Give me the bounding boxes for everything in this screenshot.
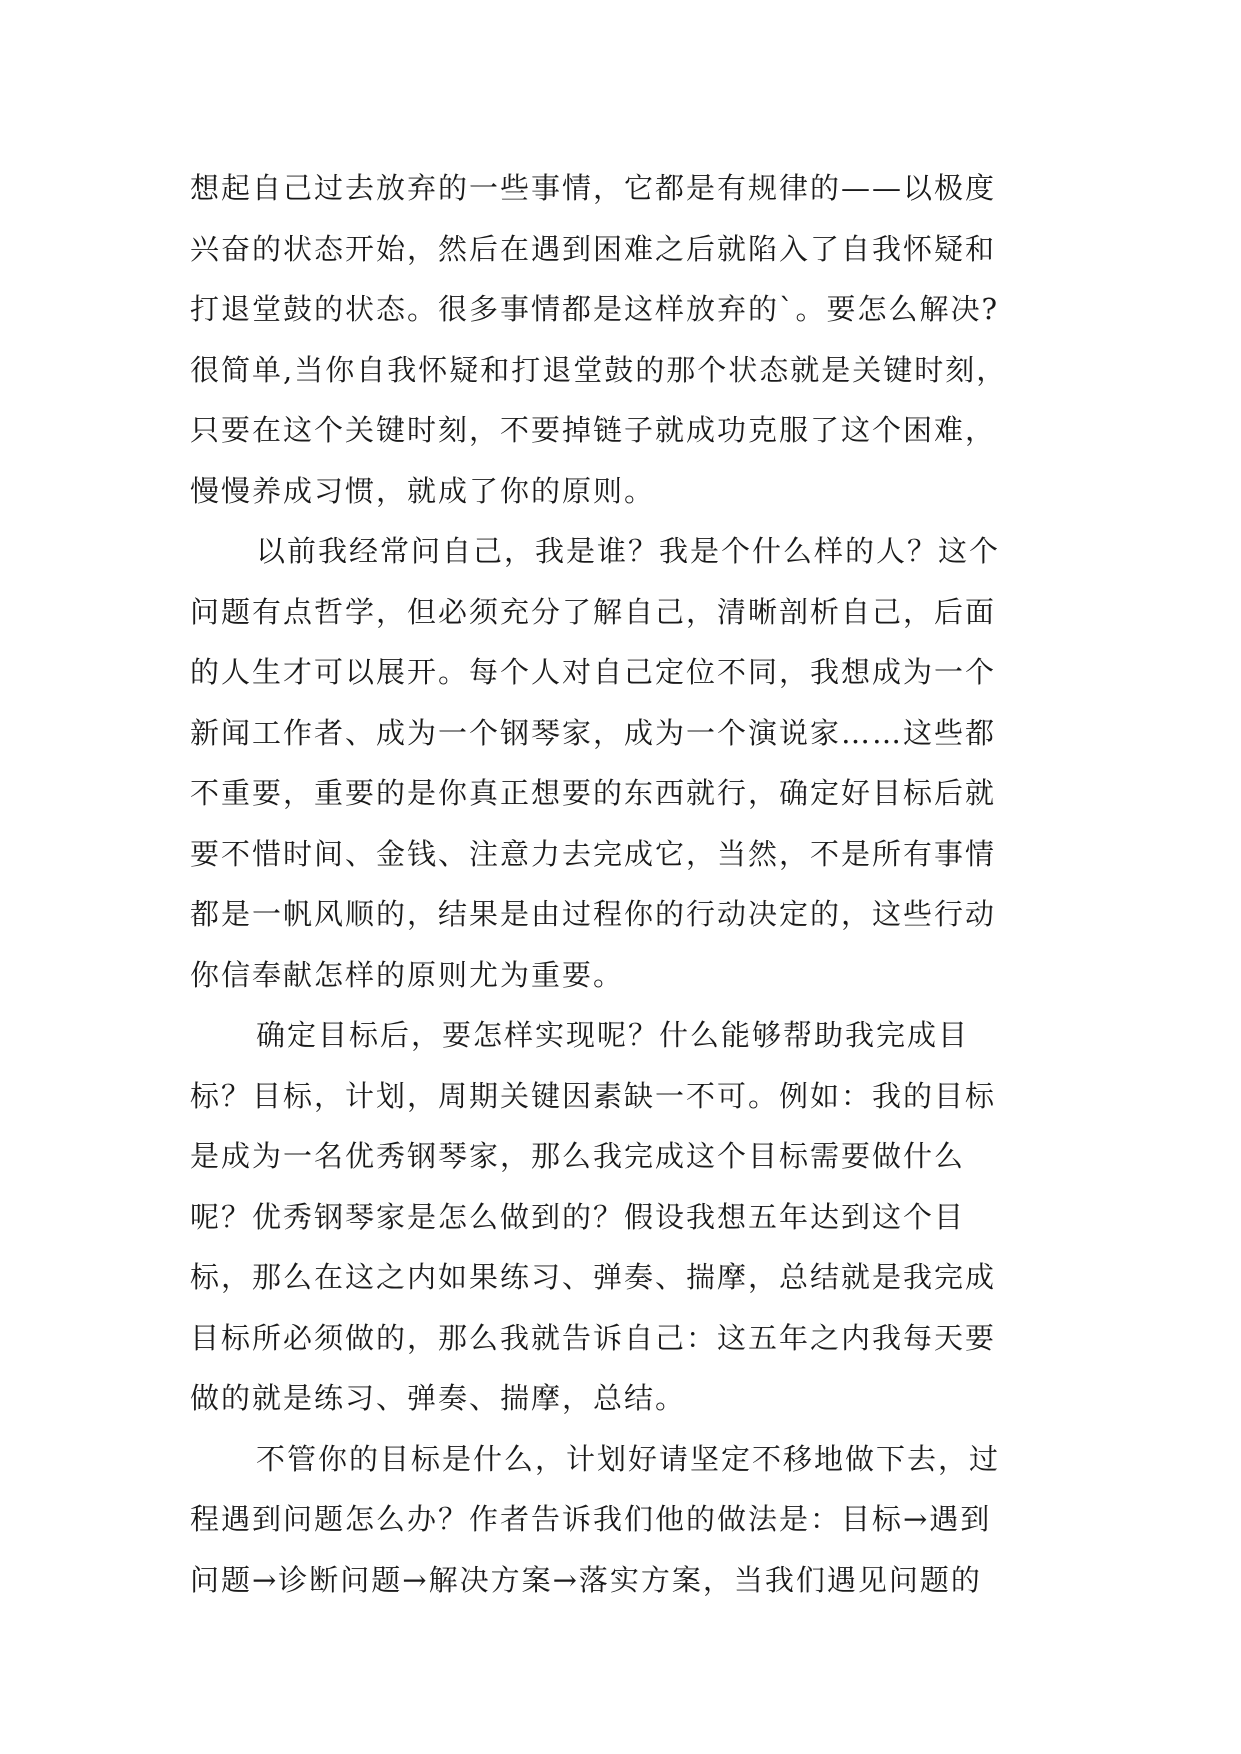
text-line: 很简单,当你自我怀疑和打退堂鼓的那个状态就是关键时刻， bbox=[190, 352, 1008, 387]
text-line: 的人生才可以展开。每个人对自己定位不同，我想成为一个 bbox=[190, 655, 997, 689]
paragraph bbox=[190, 158, 1070, 521]
text-line: 打退堂鼓的状态。很多事情都是这样放弃的`。要怎么解决? bbox=[190, 292, 1000, 326]
text-line: 呢？优秀钢琴家是怎么做到的？假设我想五年达到这个目 bbox=[190, 1199, 966, 1234]
paragraph bbox=[190, 521, 1070, 1005]
text-line: 你信奉献怎样的原则尤为重要。 bbox=[190, 957, 625, 992]
text-line: 以前我经常问自己，我是谁？我是个什么样的人？这个 bbox=[256, 534, 1001, 568]
paragraph bbox=[190, 1429, 1070, 1611]
paragraph bbox=[190, 1005, 1070, 1429]
text-line: 是成为一名优秀钢琴家，那么我完成这个目标需要做什么 bbox=[190, 1139, 966, 1173]
text-line: 慢慢养成习惯，就成了你的原则。 bbox=[190, 473, 656, 508]
text-line: 做的就是练习、弹奏、揣摩，总结。 bbox=[190, 1381, 687, 1415]
document-body bbox=[190, 158, 1070, 1610]
text-line: 标？目标，计划，周期关键因素缺一不可。例如：我的目标 bbox=[190, 1078, 997, 1113]
text-line: 要不惜时间、金钱、注意力去完成它，当然，不是所有事情 bbox=[190, 836, 997, 871]
text-line: 标，那么在这之内如果练习、弹奏、揣摩，总结就是我完成 bbox=[190, 1260, 997, 1294]
text-line: 程遇到问题怎么办？作者告诉我们他的做法是：目标→遇到 bbox=[190, 1502, 992, 1536]
text-line: 目标所必须做的，那么我就告诉自己：这五年之内我每天要 bbox=[190, 1320, 997, 1355]
text-line: 只要在这个关键时刻，不要掉链子就成功克服了这个困难， bbox=[190, 413, 997, 447]
text-line: 新闻工作者、成为一个钢琴家，成为一个演说家……这些都 bbox=[190, 715, 997, 750]
text-line: 想起自己过去放弃的一些事情，它都是有规律的——以极度 bbox=[190, 171, 997, 205]
text-line: 不管你的目标是什么，计划好请坚定不移地做下去，过 bbox=[256, 1441, 1001, 1476]
text-line: 兴奋的状态开始，然后在遇到困难之后就陷入了自我怀疑和 bbox=[190, 231, 997, 266]
text-line: 确定目标后，要怎样实现呢？什么能够帮助我完成目 bbox=[256, 1018, 970, 1052]
text-line: 不重要，重要的是你真正想要的东西就行，确定好目标后就 bbox=[190, 776, 997, 810]
text-line: 问题有点哲学，但必须充分了解自己，清晰剖析自己，后面 bbox=[190, 594, 997, 629]
text-line: 都是一帆风顺的，结果是由过程你的行动决定的，这些行动 bbox=[190, 897, 997, 931]
text-line: 问题→诊断问题→解决方案→落实方案，当我们遇见问题的 bbox=[190, 1562, 982, 1597]
